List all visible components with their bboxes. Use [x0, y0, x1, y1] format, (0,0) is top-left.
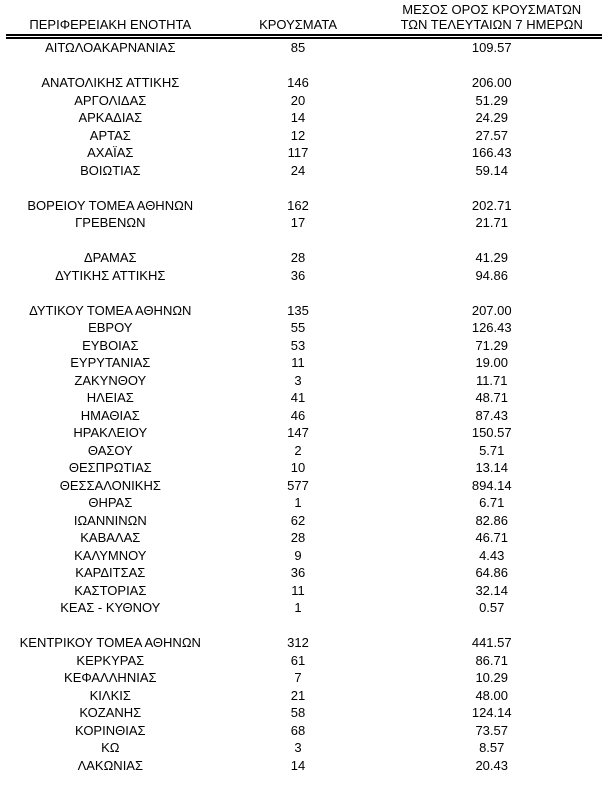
cases-cell: 55: [290, 320, 306, 335]
avg7day-cell: 150.57: [471, 425, 512, 440]
cases-cell: 36: [290, 267, 306, 283]
table-row: [6, 92, 602, 110]
table-row: [6, 652, 602, 670]
avg7day-cell: 207.00: [471, 302, 512, 318]
avg7day-cell: 0.57: [479, 600, 505, 615]
region-name-cell: ΕΒΡΟΥ: [88, 320, 133, 335]
regional-cases-table: [6, 2, 602, 774]
cases-cell: 61: [290, 652, 306, 668]
avg7day-cell: 5.71: [479, 442, 505, 458]
cases-cell: 1: [294, 495, 302, 510]
region-name-cell: ΗΡΑΚΛΕΙΟΥ: [73, 425, 148, 440]
avg7day-cell: 24.29: [475, 110, 508, 125]
table-row: [6, 302, 602, 320]
table-row: [6, 494, 602, 512]
avg7day-cell: 59.14: [475, 162, 508, 178]
avg7day-cell: 20.43: [475, 757, 508, 773]
region-name-cell: ΓΡΕΒΕΝΩΝ: [75, 215, 146, 230]
region-name-cell: ΒΟΡΕΙΟΥ ΤΟΜΕΑ ΑΘΗΝΩΝ: [27, 197, 194, 213]
table-row: [6, 739, 602, 757]
avg7day-cell: 51.29: [475, 92, 508, 108]
cases-cell: 2: [294, 442, 302, 458]
region-name-cell: ΕΥΒΟΙΑΣ: [82, 337, 139, 353]
region-name-cell: ΚΟΡΙΝΘΙΑΣ: [75, 722, 146, 738]
avg7day-cell: 894.14: [471, 477, 512, 493]
column-header-avg7day-line2: ΤΩΝ ΤΕΛΕΥΤΑΙΩΝ 7 ΗΜΕΡΩΝ: [400, 17, 583, 32]
region-name-cell: ΕΥΡΥΤΑΝΙΑΣ: [70, 355, 151, 370]
table-row: [6, 687, 602, 705]
table-row: [6, 424, 602, 442]
avg7day-cell: 124.14: [471, 705, 512, 720]
region-name-cell: ΔΥΤΙΚΗΣ ΑΤΤΙΚΗΣ: [55, 267, 166, 283]
avg7day-cell: 166.43: [471, 145, 512, 160]
spacer-cell: [6, 179, 602, 197]
region-name-cell: ΑΝΑΤΟΛΙΚΗΣ ΑΤΤΙΚΗΣ: [41, 75, 180, 90]
table-row: [6, 757, 602, 775]
region-name-cell: ΚΙΛΚΙΣ: [89, 687, 131, 703]
avg7day-cell: 27.57: [475, 127, 508, 143]
cases-cell: 46: [290, 407, 306, 423]
cases-cell: 14: [290, 757, 306, 773]
column-header-region: [6, 2, 215, 37]
region-name-cell: ΘΗΡΑΣ: [88, 495, 133, 510]
spacer-row: [6, 617, 602, 635]
avg7day-cell: 32.14: [475, 582, 508, 598]
avg7day-cell: 10.29: [475, 670, 508, 685]
header-row: [6, 2, 602, 37]
region-name-cell: ΗΜΑΘΙΑΣ: [80, 407, 140, 423]
table-row: [6, 547, 602, 565]
spacer-cell: [6, 617, 602, 635]
table-row: [6, 354, 602, 372]
cases-cell: 58: [290, 705, 306, 720]
cases-cell: 68: [290, 722, 306, 738]
table-row: [6, 634, 602, 652]
cases-cell: 41: [290, 390, 306, 405]
region-name-cell: ΑΡΓΟΛΙΔΑΣ: [74, 92, 147, 108]
cases-cell: 3: [294, 372, 302, 388]
region-name-cell: ΚΟΖΑΝΗΣ: [79, 705, 142, 720]
cases-cell: 577: [287, 477, 309, 493]
cases-cell: 7: [294, 670, 302, 685]
cases-cell: 312: [287, 635, 309, 650]
avg7day-cell: 8.57: [479, 740, 505, 755]
table-row: [6, 704, 602, 722]
region-name-cell: ΘΑΣΟΥ: [87, 442, 133, 458]
table-row: [6, 162, 602, 180]
table-row: [6, 214, 602, 232]
avg7day-cell: 94.86: [475, 267, 508, 283]
spacer-row: [6, 232, 602, 250]
cases-cell: 11: [291, 355, 305, 370]
table-row: [6, 127, 602, 145]
column-header-avg7day-line1: ΜΕΣΟΣ ΟΡΟΣ ΚΡΟΥΣΜΑΤΩΝ: [402, 2, 582, 17]
avg7day-cell: 13.14: [475, 460, 508, 475]
cases-cell: 62: [290, 512, 306, 528]
spacer-row: [6, 284, 602, 302]
table-row: [6, 319, 602, 337]
region-name-cell: ΙΩΑΝΝΙΝΩΝ: [73, 512, 147, 528]
spacer-row: [6, 179, 602, 197]
region-name-cell: ΚΕΝΤΡΙΚΟΥ ΤΟΜΕΑ ΑΘΗΝΩΝ: [19, 635, 201, 650]
table-row: [6, 582, 602, 600]
avg7day-cell: 21.71: [475, 215, 508, 230]
avg7day-cell: 4.43: [479, 547, 505, 563]
avg7day-cell: 109.57: [471, 40, 512, 55]
cases-cell: 117: [287, 145, 309, 160]
region-name-cell: ΘΕΣΣΑΛΟΝΙΚΗΣ: [59, 477, 161, 493]
cases-cell: 162: [287, 197, 309, 213]
avg7day-cell: 202.71: [471, 197, 512, 213]
table-row: [6, 37, 602, 57]
avg7day-cell: 73.57: [475, 722, 508, 738]
avg7day-cell: 48.71: [475, 390, 508, 405]
table-row: [6, 197, 602, 215]
avg7day-cell: 6.71: [479, 495, 505, 510]
region-name-cell: ΚΑΣΤΟΡΙΑΣ: [74, 582, 147, 598]
avg7day-cell: 48.00: [475, 687, 508, 703]
avg7day-cell: 46.71: [475, 530, 508, 545]
cases-cell: 21: [290, 687, 306, 703]
column-header-avg7day: [381, 2, 602, 37]
region-name-cell: ΚΑΡΔΙΤΣΑΣ: [75, 565, 146, 580]
region-name-cell: ΚΑΒΑΛΑΣ: [80, 530, 141, 545]
avg7day-cell: 441.57: [471, 635, 512, 650]
cases-cell: 85: [290, 40, 306, 55]
spacer-cell: [6, 284, 602, 302]
spacer-row: [6, 57, 602, 75]
region-name-cell: ΔΥΤΙΚΟΥ ΤΟΜΕΑ ΑΘΗΝΩΝ: [29, 302, 192, 318]
table-row: [6, 372, 602, 390]
table-row: [6, 477, 602, 495]
table-row: [6, 512, 602, 530]
cases-cell: 12: [290, 127, 306, 143]
cases-cell: 10: [290, 460, 306, 475]
cases-cell: 9: [294, 547, 302, 563]
cases-cell: 36: [290, 565, 306, 580]
cases-cell: 53: [290, 337, 306, 353]
cases-cell: 11: [291, 582, 305, 598]
region-name-cell: ΛΑΚΩΝΙΑΣ: [77, 757, 144, 773]
region-name-cell: ΑΙΤΩΛΟΑΚΑΡΝΑΝΙΑΣ: [45, 40, 176, 55]
region-name-cell: ΖΑΚΥΝΘΟΥ: [74, 372, 147, 388]
region-name-cell: ΑΧΑΪΑΣ: [87, 145, 134, 160]
column-header-cases-label: ΚΡΟΥΣΜΑΤΑ: [259, 17, 337, 32]
region-name-cell: ΚΑΛΥΜΝΟΥ: [74, 547, 147, 563]
avg7day-cell: 126.43: [471, 320, 512, 335]
table-row: [6, 407, 602, 425]
region-name-cell: ΒΟΙΩΤΙΑΣ: [80, 162, 141, 178]
region-name-cell: ΑΡΚΑΔΙΑΣ: [78, 110, 143, 125]
avg7day-cell: 64.86: [475, 565, 508, 580]
table-row: [6, 74, 602, 92]
region-name-cell: ΚΕΡΚΥΡΑΣ: [76, 652, 145, 668]
region-name-cell: ΚΩ: [101, 740, 120, 755]
cases-cell: 24: [290, 162, 306, 178]
region-name-cell: ΚΕΑΣ - ΚΥΘΝΟΥ: [60, 600, 161, 615]
cases-cell: 20: [290, 92, 306, 108]
cases-cell: 1: [294, 600, 302, 615]
avg7day-cell: 87.43: [475, 407, 508, 423]
column-header-cases: [215, 2, 382, 37]
avg7day-cell: 82.86: [475, 512, 508, 528]
spacer-cell: [6, 57, 602, 75]
region-name-cell: ΑΡΤΑΣ: [89, 127, 131, 143]
avg7day-cell: 206.00: [471, 75, 512, 90]
avg7day-cell: 86.71: [475, 652, 508, 668]
table-row: [6, 442, 602, 460]
avg7day-cell: 41.29: [475, 250, 508, 265]
table-row: [6, 564, 602, 582]
table-row: [6, 529, 602, 547]
avg7day-cell: 11.71: [475, 372, 508, 388]
avg7day-cell: 19.00: [475, 355, 508, 370]
cases-cell: 14: [290, 110, 306, 125]
avg7day-cell: 71.29: [475, 337, 508, 353]
table-row: [6, 459, 602, 477]
region-name-cell: ΚΕΦΑΛΛΗΝΙΑΣ: [64, 670, 157, 685]
region-name-cell: ΗΛΕΙΑΣ: [86, 390, 134, 405]
table-body: [6, 37, 602, 775]
cases-cell: 146: [287, 75, 309, 90]
cases-cell: 17: [290, 215, 306, 230]
table-row: [6, 337, 602, 355]
table-row: [6, 144, 602, 162]
table-header: [6, 2, 602, 37]
table-row: [6, 669, 602, 687]
cases-cell: 135: [287, 302, 309, 318]
cases-cell: 147: [287, 425, 309, 440]
column-header-region-label: ΠΕΡΙΦΕΡΕΙΑΚΗ ΕΝΟΤΗΤΑ: [29, 17, 192, 32]
cases-cell: 3: [294, 740, 302, 755]
table-row: [6, 109, 602, 127]
table-row: [6, 599, 602, 617]
region-name-cell: ΘΕΣΠΡΩΤΙΑΣ: [68, 460, 152, 475]
table-row: [6, 722, 602, 740]
table-row: [6, 267, 602, 285]
spacer-cell: [6, 232, 602, 250]
region-name-cell: ΔΡΑΜΑΣ: [83, 250, 137, 265]
table-row: [6, 249, 602, 267]
cases-cell: 28: [290, 250, 306, 265]
cases-cell: 28: [290, 530, 306, 545]
table-row: [6, 389, 602, 407]
